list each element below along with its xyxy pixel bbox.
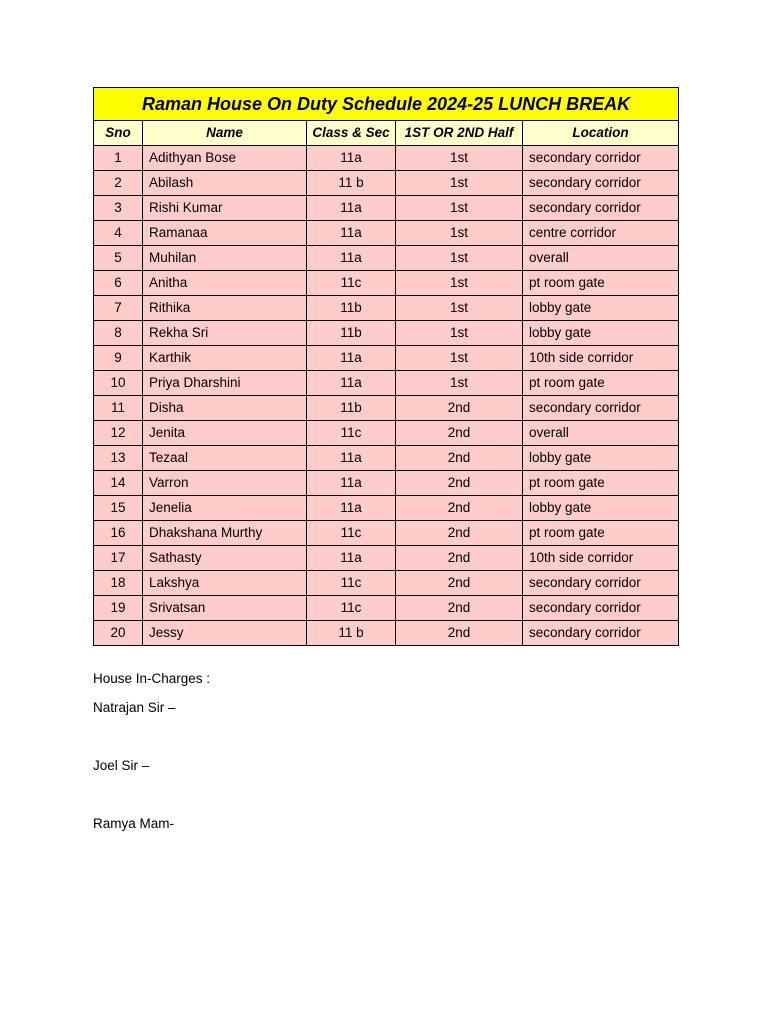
table-row: [94, 446, 679, 471]
cell-sno: 4: [94, 221, 143, 246]
cell-class-sec: 11c: [307, 521, 396, 546]
cell-half: 1st: [396, 196, 523, 221]
cell-sno: 20: [94, 621, 143, 646]
cell-sno: 8: [94, 321, 143, 346]
cell-name: Dhakshana Murthy: [143, 521, 307, 546]
table-row: [94, 621, 679, 646]
cell-half: 2nd: [396, 596, 523, 621]
title-row: [94, 88, 679, 121]
cell-name: Tezaal: [143, 446, 307, 471]
cell-half: 1st: [396, 146, 523, 171]
cell-location: overall: [523, 421, 679, 446]
table-row: [94, 346, 679, 371]
table-row: [94, 271, 679, 296]
cell-class-sec: 11c: [307, 596, 396, 621]
cell-half: 1st: [396, 221, 523, 246]
table-row: [94, 246, 679, 271]
cell-location: centre corridor: [523, 221, 679, 246]
cell-half: 2nd: [396, 621, 523, 646]
cell-class-sec: 11a: [307, 496, 396, 521]
header-name: Name: [143, 121, 307, 146]
table-row: [94, 596, 679, 621]
cell-location: pt room gate: [523, 471, 679, 496]
cell-name: Karthik: [143, 346, 307, 371]
table-row: [94, 421, 679, 446]
cell-name: Jessy: [143, 621, 307, 646]
cell-name: Varron: [143, 471, 307, 496]
table-row: [94, 396, 679, 421]
cell-name: Sathasty: [143, 546, 307, 571]
cell-half: 2nd: [396, 546, 523, 571]
cell-class-sec: 11a: [307, 196, 396, 221]
header-location: Location: [523, 121, 679, 146]
cell-sno: 3: [94, 196, 143, 221]
cell-name: Ramanaa: [143, 221, 307, 246]
cell-sno: 19: [94, 596, 143, 621]
cell-sno: 12: [94, 421, 143, 446]
cell-class-sec: 11a: [307, 546, 396, 571]
header-class-sec: Class & Sec: [307, 121, 396, 146]
incharge-ramya: Ramya Mam-: [93, 816, 175, 831]
cell-location: secondary corridor: [523, 396, 679, 421]
cell-sno: 7: [94, 296, 143, 321]
header-sno: Sno: [94, 121, 143, 146]
table-row: [94, 296, 679, 321]
incharge-joel: Joel Sir –: [93, 758, 150, 773]
header-half: 1ST OR 2ND Half: [396, 121, 523, 146]
cell-name: Jenelia: [143, 496, 307, 521]
cell-name: Disha: [143, 396, 307, 421]
cell-half: 1st: [396, 321, 523, 346]
cell-class-sec: 11a: [307, 221, 396, 246]
cell-location: pt room gate: [523, 521, 679, 546]
table-row: [94, 321, 679, 346]
cell-sno: 2: [94, 171, 143, 196]
cell-location: secondary corridor: [523, 571, 679, 596]
cell-sno: 9: [94, 346, 143, 371]
table-row: [94, 471, 679, 496]
cell-sno: 11: [94, 396, 143, 421]
cell-location: secondary corridor: [523, 171, 679, 196]
cell-half: 2nd: [396, 471, 523, 496]
cell-name: Lakshya: [143, 571, 307, 596]
cell-class-sec: 11b: [307, 396, 396, 421]
table-row: [94, 521, 679, 546]
cell-sno: 1: [94, 146, 143, 171]
cell-half: 1st: [396, 296, 523, 321]
cell-class-sec: 11a: [307, 471, 396, 496]
cell-sno: 13: [94, 446, 143, 471]
header-row: [94, 121, 679, 146]
cell-half: 1st: [396, 271, 523, 296]
table-row: [94, 546, 679, 571]
cell-sno: 6: [94, 271, 143, 296]
cell-class-sec: 11 b: [307, 621, 396, 646]
cell-class-sec: 11a: [307, 346, 396, 371]
cell-sno: 15: [94, 496, 143, 521]
cell-location: 10th side corridor: [523, 346, 679, 371]
cell-name: Rekha Sri: [143, 321, 307, 346]
cell-name: Priya Dharshini: [143, 371, 307, 396]
cell-name: Srivatsan: [143, 596, 307, 621]
cell-name: Rithika: [143, 296, 307, 321]
cell-class-sec: 11a: [307, 246, 396, 271]
table-row: [94, 571, 679, 596]
cell-class-sec: 11a: [307, 371, 396, 396]
cell-class-sec: 11a: [307, 146, 396, 171]
cell-half: 2nd: [396, 421, 523, 446]
cell-half: 1st: [396, 246, 523, 271]
cell-location: 10th side corridor: [523, 546, 679, 571]
cell-class-sec: 11a: [307, 446, 396, 471]
cell-sno: 18: [94, 571, 143, 596]
cell-half: 2nd: [396, 496, 523, 521]
cell-class-sec: 11b: [307, 296, 396, 321]
cell-location: secondary corridor: [523, 621, 679, 646]
cell-name: Jenita: [143, 421, 307, 446]
cell-half: 2nd: [396, 396, 523, 421]
table-row: [94, 146, 679, 171]
cell-name: Abilash: [143, 171, 307, 196]
cell-half: 1st: [396, 346, 523, 371]
cell-sno: 14: [94, 471, 143, 496]
cell-name: Anitha: [143, 271, 307, 296]
cell-half: 2nd: [396, 521, 523, 546]
cell-sno: 17: [94, 546, 143, 571]
cell-sno: 5: [94, 246, 143, 271]
cell-half: 2nd: [396, 446, 523, 471]
duty-schedule-table: [93, 87, 679, 646]
cell-half: 1st: [396, 371, 523, 396]
cell-name: Adithyan Bose: [143, 146, 307, 171]
house-incharges-heading: House In-Charges :: [93, 671, 211, 686]
cell-location: overall: [523, 246, 679, 271]
cell-location: pt room gate: [523, 271, 679, 296]
incharge-natrajan: Natrajan Sir –: [93, 700, 176, 715]
cell-class-sec: 11b: [307, 321, 396, 346]
cell-half: 2nd: [396, 571, 523, 596]
cell-sno: 16: [94, 521, 143, 546]
schedule-body: [94, 146, 679, 646]
table-row: [94, 496, 679, 521]
cell-sno: 10: [94, 371, 143, 396]
table-row: [94, 171, 679, 196]
cell-location: lobby gate: [523, 321, 679, 346]
cell-class-sec: 11c: [307, 421, 396, 446]
table-title: Raman House On Duty Schedule 2024-25 LUNCH BREAK: [94, 88, 679, 121]
cell-class-sec: 11c: [307, 571, 396, 596]
cell-location: secondary corridor: [523, 196, 679, 221]
cell-location: secondary corridor: [523, 146, 679, 171]
table-row: [94, 196, 679, 221]
cell-location: lobby gate: [523, 446, 679, 471]
cell-location: lobby gate: [523, 296, 679, 321]
cell-location: secondary corridor: [523, 596, 679, 621]
cell-location: lobby gate: [523, 496, 679, 521]
cell-name: Rishi Kumar: [143, 196, 307, 221]
cell-name: Muhilan: [143, 246, 307, 271]
cell-half: 1st: [396, 171, 523, 196]
table-row: [94, 371, 679, 396]
table-row: [94, 221, 679, 246]
cell-location: pt room gate: [523, 371, 679, 396]
cell-class-sec: 11c: [307, 271, 396, 296]
cell-class-sec: 11 b: [307, 171, 396, 196]
